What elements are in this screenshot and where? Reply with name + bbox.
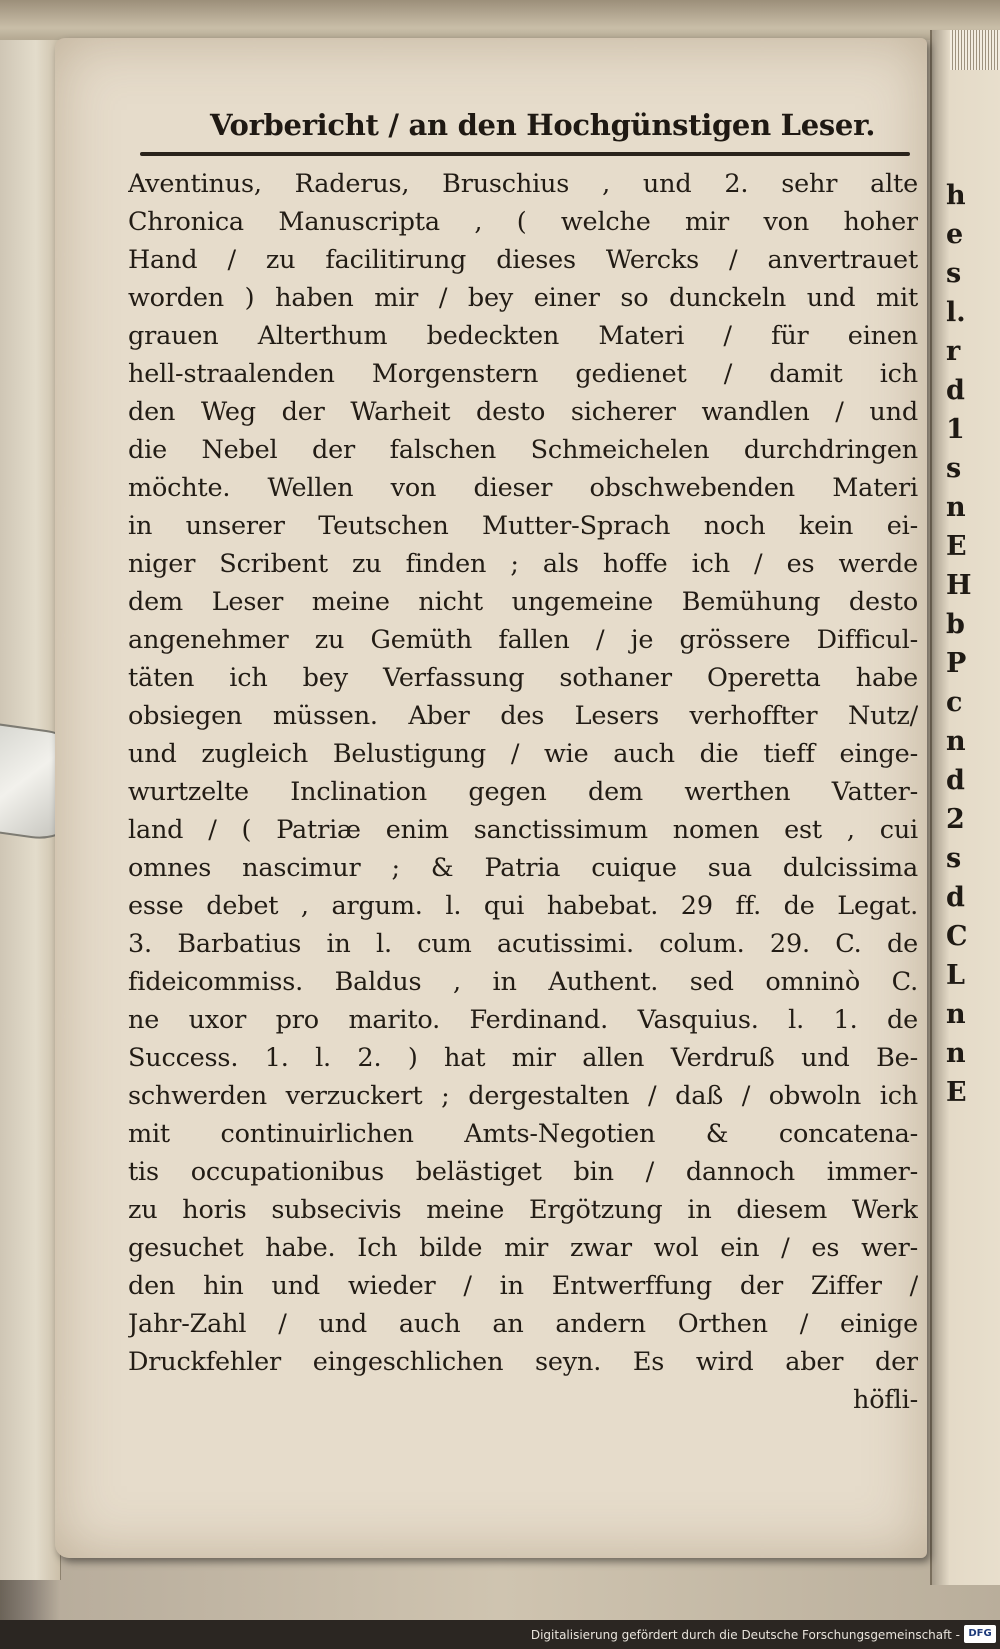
text-line: land / ( Patriæ enim sanctissimum nomen est , cui xyxy=(128,815,918,845)
text-line: fideicommiss. Baldus , in Authent. sed omninò C. xyxy=(128,967,918,997)
text-line: ne uxor pro marito. Ferdinand. Vasquius. l. 1. de xyxy=(128,1005,918,1035)
text-line: Chronica Manuscripta , ( welche mir von hoher xyxy=(128,207,918,237)
adjacent-page-fragment: P xyxy=(946,648,967,679)
text-line: mit continuirlichen Amts-Negotien & concatena- xyxy=(128,1119,918,1149)
adjacent-page xyxy=(930,30,1000,1585)
text-line: angenehmer zu Gemüth fallen / je grössere Difficul- xyxy=(128,625,918,655)
adjacent-page-fragment: c xyxy=(946,687,963,718)
adjacent-page-fragment: d xyxy=(946,882,965,913)
adjacent-page-fragment: n xyxy=(946,492,966,523)
digitization-credit: Digitalisierung gefördert durch die Deutsche Forschungsgemeinschaft - xyxy=(530,1628,960,1642)
text-line: Aventinus, Raderus, Bruschius , und 2. sehr alte xyxy=(128,169,918,199)
adjacent-page-fragment: e xyxy=(946,219,964,250)
adjacent-page-fragment: n xyxy=(946,1038,966,1069)
adjacent-page-fragment: d xyxy=(946,375,965,406)
adjacent-page-fragment: n xyxy=(946,999,966,1030)
text-line: wurtzelte Inclination gegen dem werthen Vatter- xyxy=(128,777,918,807)
body-text xyxy=(128,165,918,1419)
text-line: dem Leser meine nicht ungemeine Bemühung desto xyxy=(128,587,918,617)
adjacent-page-fragment: r xyxy=(946,336,961,367)
adjacent-page-fragment: b xyxy=(946,609,965,640)
page-block-edge xyxy=(950,30,1000,70)
adjacent-page-fragment: H xyxy=(946,570,972,601)
adjacent-page-fragment: h xyxy=(946,180,966,211)
adjacent-page-fragment: l. xyxy=(946,297,966,328)
adjacent-page-fragment: s xyxy=(946,258,962,289)
catchword: höfli- xyxy=(853,1385,918,1415)
adjacent-page-fragment: E xyxy=(946,531,967,562)
text-line: in unserer Teutschen Mutter-Sprach noch kein ei- xyxy=(128,511,918,541)
text-line: täten ich bey Verfassung sothaner Operetta habe xyxy=(128,663,918,693)
text-line: Hand / zu facilitirung dieses Wercks / anvertrauet xyxy=(128,245,918,275)
text-line: niger Scribent zu finden ; als hoffe ich / es werde xyxy=(128,549,918,579)
text-line: Jahr-Zahl / und auch an andern Orthen / einige xyxy=(128,1309,918,1339)
text-line: tis occupationibus belästiget bin / dannoch immer- xyxy=(128,1157,918,1187)
text-line: 3. Barbatius in l. cum acutissimi. colum. 29. C. de xyxy=(128,929,918,959)
adjacent-page-fragment: s xyxy=(946,843,962,874)
text-line: die Nebel der falschen Schmeichelen durchdringen xyxy=(128,435,918,465)
text-line: esse debet , argum. l. qui habebat. 29 ff. de Legat. xyxy=(128,891,918,921)
text-line: schwerden verzuckert ; dergestalten / daß / obwoln ich xyxy=(128,1081,918,1111)
text-line: omnes nascimur ; & Patria cuique sua dulcissima xyxy=(128,853,918,883)
book-top-edge xyxy=(0,0,1000,40)
text-line: den hin und wieder / in Entwerffung der Ziffer / xyxy=(128,1271,918,1301)
adjacent-page-fragment: d xyxy=(946,765,965,796)
dfg-logo: DFG xyxy=(964,1625,996,1643)
adjacent-page-fragment: 1 xyxy=(946,414,965,445)
text-line: und zugleich Belustigung / wie auch die tieff einge- xyxy=(128,739,918,769)
adjacent-page-fragment: C xyxy=(946,921,968,952)
header-rule xyxy=(140,152,910,156)
text-line: den Weg der Warheit desto sicherer wandlen / und xyxy=(128,397,918,427)
text-line: zu horis subsecivis meine Ergötzung in diesem Werk xyxy=(128,1195,918,1225)
adjacent-page-fragment: n xyxy=(946,726,966,757)
text-line: Druckfehler eingeschlichen seyn. Es wird aber der xyxy=(128,1347,918,1377)
text-line: möchte. Wellen von dieser obschwebenden Materi xyxy=(128,473,918,503)
running-title: Vorbericht / an den Hochgünstigen Leser. xyxy=(210,108,876,142)
adjacent-page-fragment: s xyxy=(946,453,962,484)
adjacent-page-fragment: L xyxy=(946,960,965,991)
text-line: Success. 1. l. 2. ) hat mir allen Verdruß und Be- xyxy=(128,1043,918,1073)
text-line: hell-straalenden Morgenstern gedienet / damit ich xyxy=(128,359,918,389)
adjacent-page-fragment: E xyxy=(946,1077,967,1108)
adjacent-page-fragment: 2 xyxy=(946,804,965,835)
text-line: gesuchet habe. Ich bilde mir zwar wol ein / es wer- xyxy=(128,1233,918,1263)
text-line: worden ) haben mir / bey einer so dunckeln und mit xyxy=(128,283,918,313)
text-line: grauen Alterthum bedeckten Materi / für einen xyxy=(128,321,918,351)
text-line: obsiegen müssen. Aber des Lesers verhoffter Nutz/ xyxy=(128,701,918,731)
